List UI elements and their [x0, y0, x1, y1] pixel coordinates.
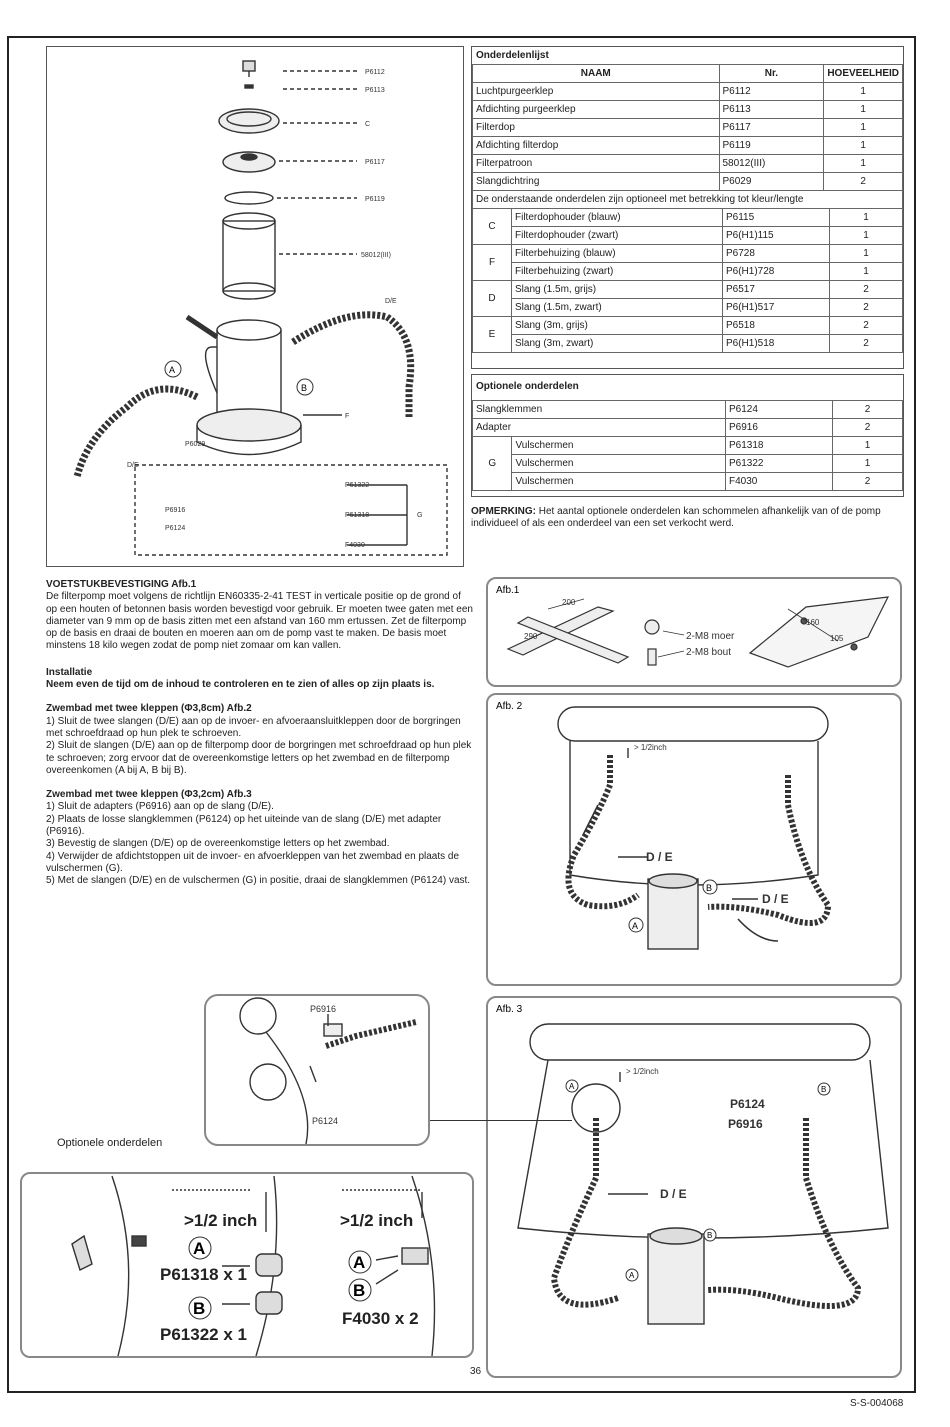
fig2-de1: D / E — [646, 850, 673, 864]
page-number: 36 — [470, 1366, 482, 1377]
cell-nr: P6(H1)518 — [723, 335, 830, 353]
label-g: G — [417, 512, 423, 519]
group-letter: G — [473, 437, 512, 491]
cell-nr: P6518 — [723, 317, 830, 335]
label-de-top: D/E — [385, 298, 397, 305]
exploded-view-panel — [46, 46, 464, 567]
label-p6117: P6117 — [365, 159, 385, 166]
label-c: C — [365, 121, 371, 128]
pool32-step: 4) Verwijder de afdichtstoppen uit de invoer- en afvoerkleppen van het zwembad en plaats de vulschermen (G). — [46, 850, 460, 874]
group-letter: E — [473, 317, 512, 353]
cell-name: Slang (3m, grijs) — [512, 317, 723, 335]
cell-name: Slangklemmen — [473, 401, 726, 419]
label-b: B — [301, 383, 308, 393]
cell-name: Filterdop — [473, 119, 720, 137]
detail-drawing — [206, 996, 428, 1144]
cell-nr: P6(H1)517 — [723, 299, 830, 317]
pool38-heading: Zwembad met twee kleppen (Φ3,8cm) Afb.2 — [46, 703, 252, 715]
screens-p61318: P61318 x 1 — [160, 1265, 247, 1284]
dim-200: 200 — [562, 598, 576, 607]
table-row — [473, 137, 903, 155]
pool32-step: 5) Met de slangen (D/E) en de vulschermen (G) in positie, draai de slangklemmen (P6124) vast. — [46, 875, 471, 887]
screens-p61322: P61322 x 1 — [160, 1325, 247, 1344]
figure-2-drawing — [488, 695, 900, 984]
screens-panel — [20, 1172, 474, 1358]
detail-bubble — [204, 994, 430, 1146]
cell-name: Afdichting purgeerklep — [473, 101, 720, 119]
parts-groups-table — [472, 208, 903, 353]
cell-qty: 1 — [824, 137, 903, 155]
screens-a-left: A — [193, 1239, 206, 1258]
install-heading: Installatie — [46, 666, 93, 678]
col-nr: Nr. — [719, 65, 824, 83]
group-letter: C — [473, 209, 512, 245]
cell-nr: P6117 — [719, 119, 824, 137]
parts-list-table — [472, 64, 903, 209]
fig2-a: A — [632, 921, 639, 931]
label-a: A — [169, 365, 176, 375]
cell-name: Luchtpurgeerklep — [473, 83, 720, 101]
cell-nr: P6115 — [723, 209, 830, 227]
fig3-a: A — [569, 1082, 575, 1091]
screens-gap-right: >1/2 inch — [340, 1211, 414, 1230]
col-qty: HOEVEELHEID — [824, 65, 903, 83]
label-f4030: F4030 — [345, 542, 365, 549]
cell-name: Filterbehuizing (zwart) — [512, 263, 723, 281]
base-text: De filterpomp moet volgens de richtlijn EN60335-2-41 TEST in verticale positie op de grond of op een houten of betonnen basis worden bevestigd voor gebruik. Er moeten twee gaten met een diameter van 9 mm op de basis zitten met een afstand van 160 mm ertussen. Zet de filterpomp op de basis en draai de bouten en moeren aan om de pomp vast te maken. De basis moet minstens 18 kilo wegen zodat de pomp niet zomaar om kan vallen. — [46, 591, 473, 652]
label-p6916: P6916 — [165, 507, 186, 514]
figure-3-drawing — [488, 998, 900, 1376]
fig3-gap: > 1/2inch — [626, 1067, 659, 1076]
table-row — [473, 209, 903, 227]
table-row — [473, 101, 903, 119]
fig2-de2: D / E — [762, 892, 789, 906]
cell-name: Adapter — [473, 419, 726, 437]
table-row — [473, 245, 903, 263]
cell-qty: 2 — [830, 317, 903, 335]
label-p61318: P61318 — [345, 512, 370, 519]
pool38-step: 2) Sluit de slangen (D/E) aan op de filterpomp door de borgringen met schroefdraad op hun plek te schroeven; zorg ervoor dat de overeenkomstige letters op het zwembad en de filterpomp overeenkomen (A bij A, B bij B). — [46, 740, 472, 776]
table-row — [473, 437, 903, 455]
cell-nr: P6517 — [723, 281, 830, 299]
table-row — [473, 155, 903, 173]
remark — [471, 506, 904, 531]
cell-nr: P6113 — [719, 101, 824, 119]
label-p6124: P6124 — [165, 525, 186, 532]
label-p6113: P6113 — [365, 87, 385, 94]
cell-qty: 1 — [830, 245, 903, 263]
dim-105: 105 — [830, 634, 844, 643]
table-row — [473, 455, 903, 473]
doc-code: S-S-004068 — [850, 1398, 904, 1409]
cell-qty: 1 — [824, 83, 903, 101]
cell-nr: P6112 — [719, 83, 824, 101]
table-row — [473, 227, 903, 245]
figure-1 — [486, 577, 902, 687]
remark-text: Het aantal optionele onderdelen kan schommelen afhankelijk van of de pomp individueel of als een onderdeel van een set verkocht werd. — [471, 506, 881, 530]
cell-qty: 2 — [830, 299, 903, 317]
pool38-step: 1) Sluit de twee slangen (D/E) aan op de invoer- en afvoeraansluitkleppen door de borgringen met schroefdraad op hun plek te schroeven. — [46, 715, 461, 739]
label-p61322: P61322 — [345, 482, 370, 489]
cell-qty: 2 — [833, 473, 903, 491]
cell-nr: P6916 — [726, 419, 833, 437]
table-row — [473, 401, 903, 419]
instructions-column — [46, 579, 474, 888]
group-letter: F — [473, 245, 512, 281]
cell-qty: 1 — [830, 209, 903, 227]
cell-name: Filterbehuizing (blauw) — [512, 245, 723, 263]
cell-name: Vulschermen — [512, 437, 726, 455]
optional-parts-title: Optionele onderdelen — [476, 381, 579, 392]
dim-160: 160 — [806, 618, 820, 627]
remark-label: OPMERKING: — [471, 506, 536, 517]
table-row — [473, 119, 903, 137]
cell-name: Filterdophouder (zwart) — [512, 227, 723, 245]
label-p6112: P6112 — [365, 69, 385, 76]
screens-f4030: F4030 x 2 — [342, 1309, 419, 1328]
cell-nr: P6(H1)115 — [723, 227, 830, 245]
table-row — [473, 83, 903, 101]
cell-qty: 1 — [830, 263, 903, 281]
figure-1-label: Afb.1 — [496, 585, 520, 596]
screens-a-right: A — [353, 1253, 366, 1272]
cell-qty: 2 — [833, 419, 903, 437]
cell-qty: 1 — [830, 227, 903, 245]
dim-290: 290 — [524, 632, 538, 641]
cell-nr: 58012(III) — [719, 155, 824, 173]
cell-qty: 1 — [833, 455, 903, 473]
col-name: NAAM — [473, 65, 720, 83]
cell-qty: 2 — [833, 401, 903, 419]
optional-parts-table — [472, 400, 903, 491]
group-letter: D — [473, 281, 512, 317]
optional-caption: Optionele onderdelen — [57, 1137, 163, 1149]
cell-qty: 2 — [830, 335, 903, 353]
cell-nr: P61318 — [726, 437, 833, 455]
screens-drawing — [22, 1174, 472, 1356]
cell-name: Slangdichtring — [473, 173, 720, 191]
cell-name: Vulschermen — [512, 473, 726, 491]
fig2-b: B — [706, 883, 713, 893]
cell-nr: F4030 — [726, 473, 833, 491]
fig3-p6124: P6124 — [730, 1097, 765, 1111]
nut-label: 2-M8 moer — [686, 631, 735, 642]
figure-2 — [486, 693, 902, 986]
table-row — [473, 299, 903, 317]
cell-qty: 2 — [824, 173, 903, 191]
table-row — [473, 335, 903, 353]
table-row — [473, 281, 903, 299]
cell-name: Afdichting filterdop — [473, 137, 720, 155]
label-p6029: P6029 — [185, 441, 206, 448]
bolt-label: 2-M8 bout — [686, 647, 732, 658]
detail-p6916: P6916 — [310, 1004, 337, 1014]
figure-3-label: Afb. 3 — [496, 1004, 523, 1015]
exploded-view-drawing — [47, 47, 463, 566]
cell-qty: 1 — [824, 155, 903, 173]
cell-name: Vulschermen — [512, 455, 726, 473]
table-row — [473, 473, 903, 491]
fig3-b: B — [821, 1085, 827, 1094]
cell-qty: 1 — [824, 101, 903, 119]
cell-name: Slang (1.5m, zwart) — [512, 299, 723, 317]
cell-name: Slang (3m, zwart) — [512, 335, 723, 353]
pool32-step: 1) Sluit de adapters (P6916) aan op de slang (D/E). — [46, 801, 274, 813]
fig3-de: D / E — [660, 1187, 687, 1201]
fig3-b2: B — [707, 1231, 713, 1240]
label-58012: 58012(III) — [361, 252, 391, 259]
cell-nr: P6119 — [719, 137, 824, 155]
screens-b-right: B — [353, 1281, 366, 1300]
pool32-step: 2) Plaats de losse slangklemmen (P6124) op het uiteinde van de slang (D/E) met adapter (P6916). — [46, 813, 442, 838]
install-subheading: Neem even de tijd om de inhoud te controleren en te zien of alles op zijn plaats is. — [46, 679, 435, 691]
cell-nr: P6728 — [723, 245, 830, 263]
parts-list-title: Onderdelenlijst — [476, 50, 549, 61]
cell-qty: 1 — [824, 119, 903, 137]
detail-p6124: P6124 — [312, 1116, 339, 1126]
cell-qty: 1 — [833, 437, 903, 455]
fig2-gap: > 1/2inch — [634, 743, 667, 752]
optional-parts-panel — [471, 374, 904, 497]
cell-name: Slang (1.5m, grijs) — [512, 281, 723, 299]
fig3-p6916: P6916 — [728, 1117, 763, 1131]
figure-3 — [486, 996, 902, 1378]
table-row — [473, 419, 903, 437]
parts-list-panel — [471, 46, 904, 369]
table-row — [473, 173, 903, 191]
screens-b-left: B — [193, 1299, 206, 1318]
cell-name: Filterdophouder (blauw) — [512, 209, 723, 227]
figure-2-label: Afb. 2 — [496, 701, 523, 712]
connector-line — [430, 1120, 572, 1121]
cell-nr: P61322 — [726, 455, 833, 473]
pool32-heading: Zwembad met twee kleppen (Φ3,2cm) Afb.3 — [46, 789, 252, 801]
base-heading: VOETSTUKBEVESTIGING Afb.1 — [46, 579, 197, 590]
table-row — [473, 263, 903, 281]
table-row — [473, 317, 903, 335]
label-p6119: P6119 — [365, 196, 385, 203]
figure-1-drawing — [488, 579, 900, 685]
cell-name: Filterpatroon — [473, 155, 720, 173]
pool32-step: 3) Bevestig de slangen (D/E) op de overeenkomstige letters op het zwembad. — [46, 838, 390, 850]
fig3-a2: A — [629, 1271, 635, 1280]
label-de-left: D/E — [127, 462, 139, 469]
optional-note: De onderstaande onderdelen zijn optioneel met betrekking tot kleur/lengte — [473, 191, 903, 209]
screens-gap-left: >1/2 inch — [184, 1211, 258, 1230]
cell-qty: 2 — [830, 281, 903, 299]
cell-nr: P6029 — [719, 173, 824, 191]
cell-nr: P6124 — [726, 401, 833, 419]
cell-nr: P6(H1)728 — [723, 263, 830, 281]
label-f: F — [345, 413, 350, 420]
